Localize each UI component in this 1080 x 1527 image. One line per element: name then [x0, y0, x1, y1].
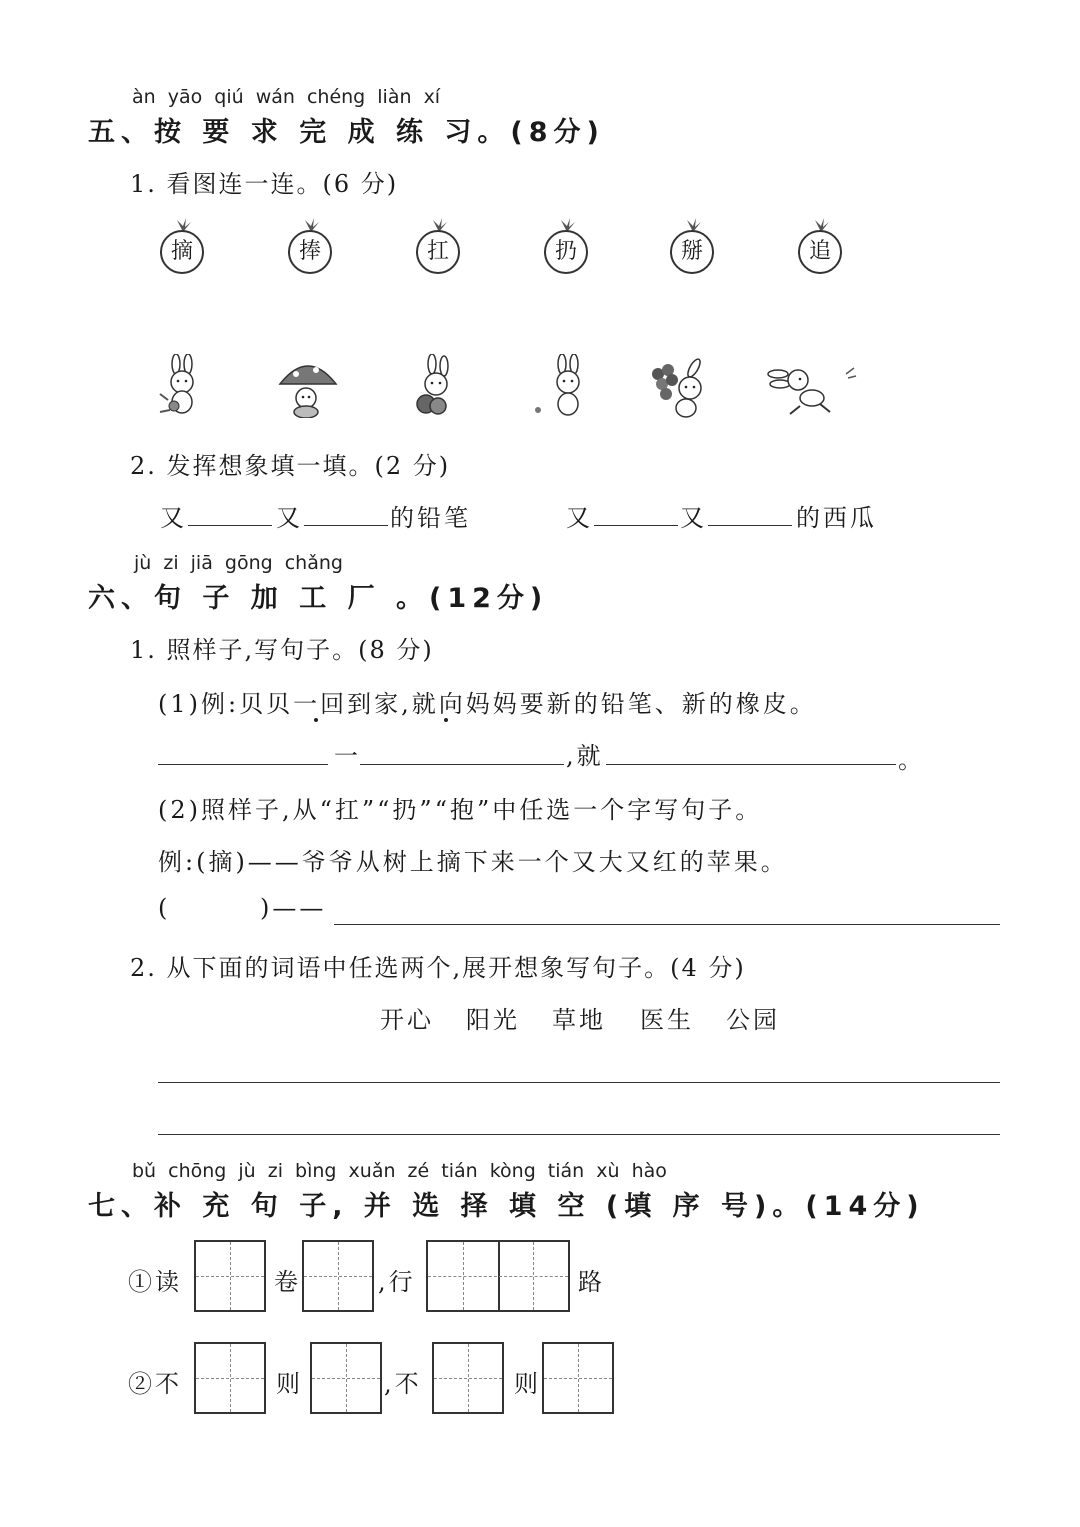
- fill-blank[interactable]: [188, 525, 272, 526]
- rabbit-throwing-icon[interactable]: [530, 354, 594, 418]
- answer-blank[interactable]: [606, 764, 896, 765]
- rabbit-mushroom-icon[interactable]: [276, 354, 340, 418]
- row1-char: ,行: [378, 1268, 416, 1296]
- row1-char: 卷: [274, 1268, 301, 1296]
- answer-line[interactable]: [158, 1082, 1000, 1083]
- you-label: 又: [566, 504, 593, 532]
- section5-heading: 五、按 要 求 完 成 练 习。(8分): [88, 117, 605, 148]
- char-label: 摘: [160, 230, 204, 274]
- section5-q2: 2. 发挥想象填一填。(2 分): [130, 452, 451, 480]
- fill-blank[interactable]: [304, 525, 388, 526]
- watermelon-label: 的西瓜: [796, 504, 877, 532]
- section5-q1: 1. 看图连一连。(6 分): [130, 170, 399, 198]
- section7-heading: 七、补 充 句 子, 并 选 择 填 空 (填 序 号)。(14分): [88, 1191, 925, 1222]
- row1-char: 路: [578, 1268, 605, 1296]
- char-grid-box[interactable]: [194, 1342, 266, 1414]
- section7-pinyin: bǔ chōng jù zi bìng xuǎn zé tián kòng tián xù hào: [132, 1160, 667, 1182]
- word-item: 开心: [380, 1006, 434, 1034]
- period-label: 。: [898, 746, 925, 774]
- section6-heading: 六、句 子 加 工 厂 。(12分): [88, 583, 549, 614]
- emphasis-dot: [314, 718, 318, 722]
- char-grid-box[interactable]: [302, 1240, 374, 1312]
- char-grid-box-double[interactable]: [426, 1240, 570, 1312]
- yi-label: 一: [334, 742, 361, 770]
- jiu-label: ,就: [566, 742, 604, 770]
- answer-blank[interactable]: [360, 764, 564, 765]
- emphasis-dot: [444, 718, 448, 722]
- fill-blank[interactable]: [594, 525, 678, 526]
- row2-char: ,不: [384, 1370, 422, 1398]
- rabbit-carrying-icon[interactable]: [402, 354, 466, 418]
- rabbit-picking-icon[interactable]: [150, 354, 214, 418]
- you-label: 又: [160, 504, 187, 532]
- row2-number: ②不: [128, 1370, 182, 1398]
- example-2: 例:(摘)——爷爷从树上摘下来一个又大又红的苹果。: [158, 848, 788, 876]
- paren-right: )——: [260, 894, 327, 922]
- char-label: 捧: [288, 230, 332, 274]
- char-label: 追: [798, 230, 842, 274]
- word-item: 医生: [640, 1006, 694, 1034]
- fill-blank[interactable]: [708, 525, 792, 526]
- row2-char: 则: [276, 1370, 303, 1398]
- paren-left: (: [158, 894, 171, 922]
- row2-char: 则: [514, 1370, 541, 1398]
- example-1: (1)例:贝贝一回到家,就向妈妈要新的铅笔、新的橡皮。: [158, 690, 817, 718]
- word-item: 草地: [552, 1006, 606, 1034]
- you-label: 又: [276, 504, 303, 532]
- section6-pinyin: jù zi jiā gōng chǎng: [134, 552, 343, 574]
- answer-blank[interactable]: [158, 764, 328, 765]
- char-label: 扔: [544, 230, 588, 274]
- char-label: 扛: [416, 230, 460, 274]
- word-item: 公园: [726, 1006, 780, 1034]
- char-label: 掰: [670, 230, 714, 274]
- section6-q1: 1. 照样子,写句子。(8 分): [130, 636, 434, 664]
- answer-blank[interactable]: [334, 924, 1000, 925]
- example-2-instruction: (2)照样子,从“扛”“扔”“抱”中任选一个字写句子。: [158, 796, 763, 824]
- word-item: 阳光: [466, 1006, 520, 1034]
- section6-q2: 2. 从下面的词语中任选两个,展开想象写句子。(4 分): [130, 954, 746, 982]
- rabbit-running-icon[interactable]: [764, 354, 860, 418]
- section5-pinyin: àn yāo qiú wán chéng liàn xí: [132, 86, 441, 108]
- row1-number: ①读: [128, 1268, 182, 1296]
- pencil-label: 的铅笔: [390, 504, 471, 532]
- rabbit-grapes-icon[interactable]: [648, 354, 712, 418]
- answer-line[interactable]: [158, 1134, 1000, 1135]
- char-grid-box[interactable]: [194, 1240, 266, 1312]
- char-grid-box[interactable]: [432, 1342, 504, 1414]
- you-label: 又: [680, 504, 707, 532]
- char-grid-box[interactable]: [542, 1342, 614, 1414]
- char-grid-box[interactable]: [310, 1342, 382, 1414]
